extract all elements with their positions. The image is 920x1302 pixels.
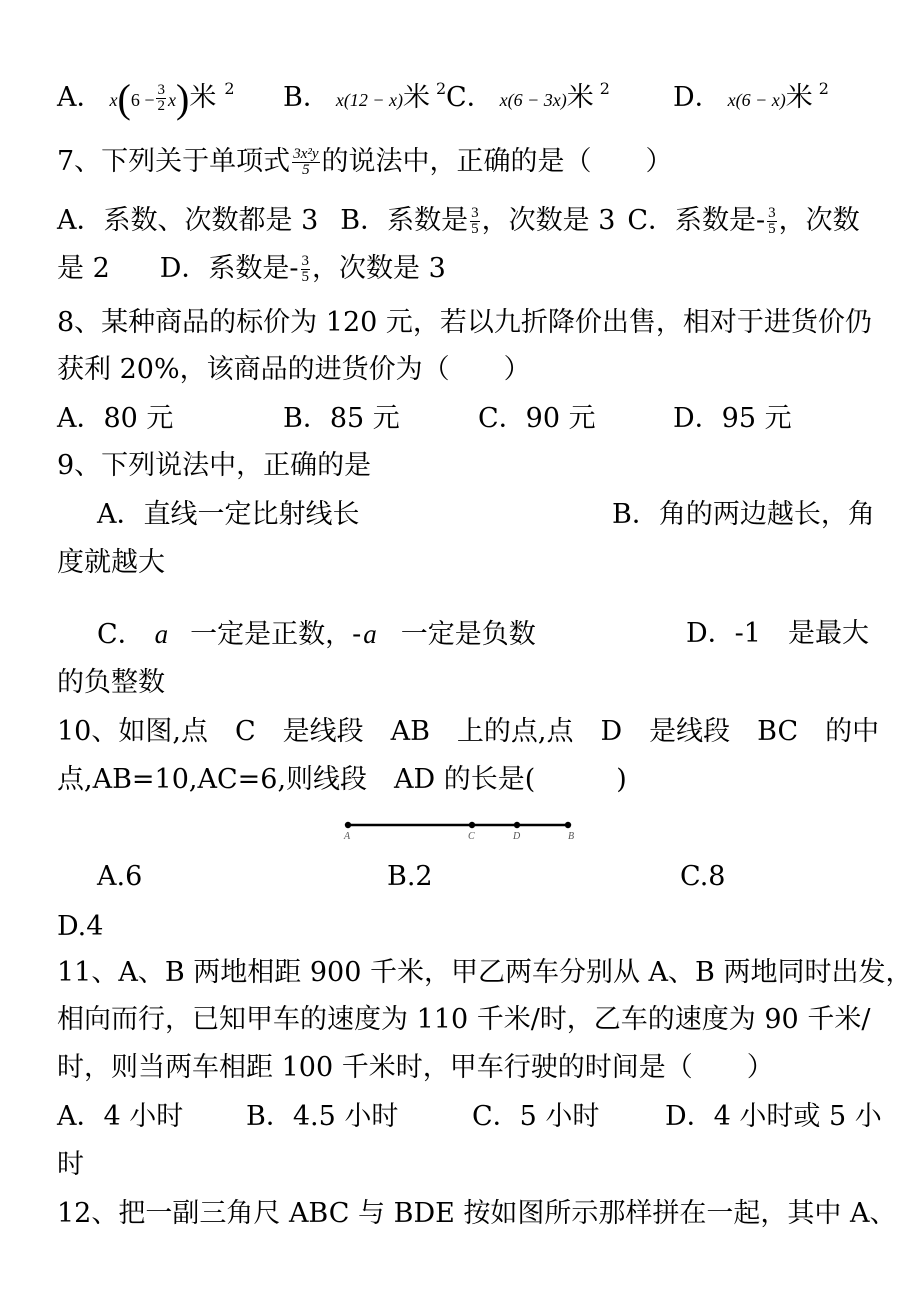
q7-b-den: 5: [471, 221, 479, 237]
q7-stem-pre: 7、下列关于单项式: [57, 146, 291, 177]
q7-option-c-pre: C．系数是-: [627, 205, 766, 236]
q7-stem-post: 的说法中，正确的是（ ）: [321, 146, 673, 177]
q9-option-b-cont: 度就越大: [57, 547, 165, 578]
q7-option-d: [160, 253, 446, 284]
q6-c-exp: 2: [599, 79, 610, 98]
q10-stem-line2: 点,AB=10,AC=6,则线段 AD 的长是( ): [57, 764, 627, 795]
q6-option-d: [673, 72, 829, 117]
q7-option-b-fraction: [470, 206, 480, 237]
q7-option-c-post: ，次数: [778, 205, 860, 236]
q6-option-a-label: A．: [57, 82, 104, 113]
q10-stem-line1: 10、如图,点 C 是线段 AB 上的点,点 D 是线段 BC 的中: [57, 716, 880, 747]
q8-stem-line2: 获利 20%，该商品的进货价为（ ）: [57, 354, 531, 385]
q6-a-den: 2: [157, 98, 165, 114]
q7-d-den: 5: [301, 269, 310, 285]
q6-a-fraction: [156, 83, 166, 114]
q7-option-b-pre: B．系数是: [340, 205, 469, 236]
q7-frac-den: 5: [302, 162, 310, 178]
point-b: [565, 822, 571, 828]
q7-option-c: [627, 205, 859, 236]
point-a: [345, 822, 351, 828]
q7-option-c-cont: 是 2: [57, 253, 110, 284]
q12-stem-line1: 12、把一副三角尺 ABC 与 BDE 按如图所示那样拼在一起，其中 A、: [57, 1198, 897, 1229]
q6-b-expr: x(12 − x): [335, 90, 403, 110]
q7-b-num: 3: [471, 205, 479, 221]
point-d: [514, 822, 520, 828]
q10-option-a: A.6: [97, 861, 143, 892]
q7-option-d-pre: D．系数是-: [159, 253, 299, 284]
q9-option-c-pre: C．: [97, 619, 145, 650]
q7-option-a: A．系数、次数都是 3: [57, 205, 319, 236]
q8-option-c: C．90 元: [478, 403, 596, 434]
q6-a-rparen: ): [175, 76, 190, 121]
q8-option-a: A．80 元: [57, 403, 174, 434]
q9-var-a1: a: [154, 619, 169, 649]
q6-d-unit: 米: [785, 82, 813, 113]
q8-option-d: D．95 元: [673, 403, 792, 434]
q7-monomial-fraction: [292, 147, 319, 178]
q11-stem-line1: 11、A、B 两地相距 900 千米，甲乙两车分别从 A、B 两地同时出发，: [57, 957, 913, 988]
q6-a-num: 3: [157, 82, 165, 98]
point-c: [469, 822, 475, 828]
q7-stem: [57, 145, 673, 179]
q11-option-d-cont: 时: [57, 1149, 84, 1180]
q9-option-d: D．-1 是最大: [686, 618, 869, 649]
q11-option-b: B．4.5 小时: [246, 1101, 399, 1132]
q6-option-b: [283, 72, 446, 117]
label-c: C: [468, 831, 475, 842]
label-a: A: [344, 831, 351, 842]
q6-option-c-label: C．: [446, 82, 494, 113]
q7-option-d-post: ，次数是 3: [312, 253, 446, 284]
q6-a-exp: 2: [224, 79, 235, 98]
q10-option-d: D.4: [57, 911, 104, 942]
q6-b-unit: 米: [402, 82, 430, 113]
q6-option-d-label: D．: [673, 82, 722, 113]
q9-var-a2: a: [363, 619, 377, 649]
q11-stem-line2: 相向而行，已知甲车的速度为 110 千米/时，乙车的速度为 90 千米/: [57, 1004, 871, 1035]
q7-frac-num: 3x²y: [293, 146, 319, 162]
q7-options-line1: [57, 204, 860, 238]
q7-option-c-fraction: [767, 206, 777, 237]
q10-option-b: B.2: [387, 861, 433, 892]
q7-option-b: [340, 205, 615, 236]
q6-a-six: 6 −: [130, 90, 155, 110]
q6-a-lparen: (: [117, 76, 131, 121]
q9-option-b: B．角的两边越长，角: [612, 499, 875, 530]
q9-option-c: [97, 617, 536, 652]
q11-stem-line3: 时，则当两车相距 100 千米时，甲车行驶的时间是（ ）: [57, 1052, 774, 1083]
q6-option-a: [57, 72, 235, 121]
q10-segment-figure: [336, 815, 586, 845]
q7-c-den: 5: [768, 221, 776, 237]
q10-option-c: C.8: [680, 861, 726, 892]
q7-options-line2: [57, 252, 446, 286]
q6-option-b-label: B．: [283, 82, 330, 113]
q8-option-b: B．85 元: [283, 403, 400, 434]
q6-option-c: [446, 72, 610, 117]
q6-c-expr: x(6 − 3x): [499, 90, 567, 110]
q11-option-c: C．5 小时: [472, 1101, 600, 1132]
q9-stem: 9、下列说法中，正确的是: [57, 450, 372, 481]
q9-option-a: A．直线一定比射线长: [97, 499, 360, 530]
q7-d-num: 3: [301, 253, 310, 269]
label-b: B: [568, 831, 575, 842]
q6-a-unit: 米: [189, 82, 217, 113]
q6-d-expr: x(6 − x): [727, 90, 786, 110]
q6-a-x: x: [109, 90, 118, 110]
q7-c-num: 3: [768, 205, 776, 221]
q9-option-c-mid: 一定是正数，-: [190, 619, 362, 650]
q6-c-unit: 米: [566, 82, 594, 113]
label-d: D: [513, 831, 521, 842]
q9-option-d-cont: 的负整数: [57, 667, 165, 698]
q8-stem-line1: 8、某种商品的标价为 120 元，若以九折降价出售，相对于进货价仍: [57, 307, 872, 338]
q6-d-exp: 2: [818, 79, 829, 98]
q11-option-d: D．4 小时或 5 小: [665, 1101, 882, 1132]
q11-option-a: A．4 小时: [57, 1101, 184, 1132]
q7-option-d-fraction: [301, 254, 311, 285]
q6-b-exp: 2: [435, 79, 447, 98]
q6-a-x2: x: [167, 90, 176, 110]
q7-option-b-post: ，次数是 3: [481, 205, 616, 236]
q9-option-c-post: 一定是负数: [400, 619, 536, 650]
